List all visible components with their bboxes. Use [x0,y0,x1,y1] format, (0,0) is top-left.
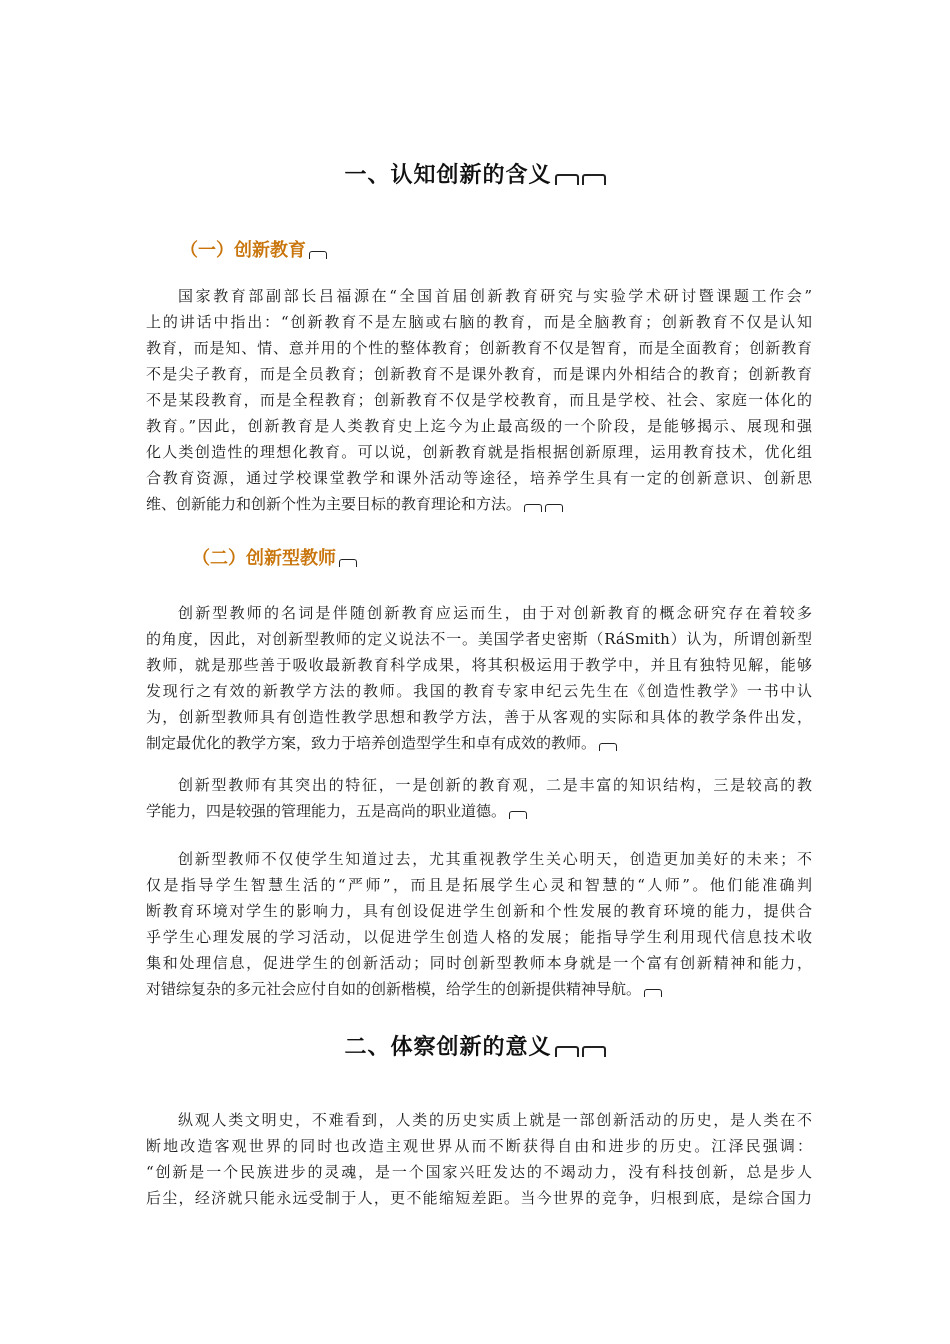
text-line: 制定最优化的教学方案，致力于培养创造型学生和卓有成效的教师。 [146,730,812,756]
subsection-heading-1: （一）创新教育 [180,236,327,262]
text-line: 的角度，因此，对创新型教师的定义说法不一。美国学者史密斯（RáSmith）认为，所谓创新型 [146,630,812,648]
text-line: “创新是一个民族进步的灵魂，是一个国家兴旺发达的不竭动力，没有科技创新，总是步人 [146,1163,812,1181]
subsection-heading-2: （二）创新型教师 [192,544,357,570]
text-line: 合教育资源，通过学校课堂教学和课外活动等途径，培养学生具有一定的创新意识、创新思 [146,469,812,487]
text-line: 为，创新型教师具有创造性教学思想和教学方法，善于从客观的实际和具体的教学条件出发， [146,708,812,726]
paragraph-mark-icon [339,559,357,567]
paragraph-mark-icon [309,251,327,259]
section-heading-1: 一、认知创新的含义 [0,158,950,189]
text-line: 集和处理信息，促进学生的创新活动；同时创新型教师本身就是一个富有创新精神和能力， [146,954,812,972]
text-line: 创新型教师不仅使学生知道过去，尤其重视教学生关心明天，创造更加美好的未来；不 [178,850,812,868]
text-line: 对错综复杂的多元社会应付自如的创新楷模，给学生的创新提供精神导航。 [146,976,812,1002]
text-line: 上的讲话中指出：“创新教育不是左脑或右脑的教育，而是全脑教育；创新教育不仅是认知 [146,313,812,331]
paragraph-mark-icon [582,174,606,185]
text-line: 断地改造客观世界的同时也改造主观世界从而不断获得自由和进步的历史。江泽民强调： [146,1137,812,1155]
paragraph-mark-icon [509,811,527,819]
text-line: 国家教育部副部长吕福源在“全国首届创新教育研究与实验学术研讨暨课题工作会” [178,287,812,305]
text-line: 不是尖子教育，而是全员教育；创新教育不是课外教育，而是课内外相结合的教育；创新教育 [146,365,812,383]
paragraph-mark-icon [555,1046,579,1057]
section-heading-2: 二、体察创新的意义 [0,1030,950,1061]
paragraph-mark-icon [599,743,617,751]
text-line: 后尘，经济就只能永远受制于人，更不能缩短差距。当今世界的竞争，归根到底，是综合国力 [146,1189,812,1207]
text-line: 教师，就是那些善于吸收最新教育科学成果，将其积极运用于教学中，并且有独特见解，能够 [146,656,812,674]
text-line: 乎学生心理发展的学习活动，以促进学生创造人格的发展；能指导学生利用现代信息技术收 [146,928,812,946]
text-line: 纵观人类文明史，不难看到，人类的历史实质上就是一部创新活动的历史，是人类在不 [178,1111,812,1129]
text-line: 教育。”因此，创新教育是人类教育史上迄今为止最高级的一个阶段，是能够揭示、展现和强 [146,417,812,435]
paragraph-4 [146,846,812,1002]
paragraph-3 [146,772,812,824]
text-line: 学能力，四是较强的管理能力，五是高尚的职业道德。 [146,798,812,824]
paragraph-mark-icon [524,504,542,512]
text-line: 创新型教师有其突出的特征，一是创新的教育观，二是丰富的知识结构，三是较高的教 [178,776,812,794]
paragraph-2 [146,600,812,756]
paragraph-5 [146,1107,812,1211]
text-line: 化人类创造性的理想化教育。可以说，创新教育就是指根据创新原理，运用教育技术，优化组 [146,443,812,461]
paragraph-mark-icon [555,174,579,185]
text-line: 断教育环境对学生的影响力，具有创设促进学生创新和个性发展的教育环境的能力，提供合 [146,902,812,920]
text-line: 发现行之有效的新教学方法的教师。我国的教育专家申纪云先生在《创造性教学》一书中认 [146,682,812,700]
text-line: 维、创新能力和创新个性为主要目标的教育理论和方法。 [146,491,812,517]
text-line: 创新型教师的名词是伴随创新教育应运而生，由于对创新教育的概念研究存在着较多 [178,604,812,622]
text-line: 不是某段教育，而是全程教育；创新教育不仅是学校教育，而且是学校、社会、家庭一体化的 [146,391,812,409]
paragraph-mark-icon [545,504,563,512]
paragraph-1 [146,283,812,517]
paragraph-mark-icon [582,1046,606,1057]
text-line: 教育，而是知、情、意并用的个性的整体教育；创新教育不仅是智育，而是全面教育；创新教育 [146,339,812,357]
paragraph-mark-icon [644,989,662,997]
text-line: 仅是指导学生智慧生活的“严师”，而且是拓展学生心灵和智慧的“人师”。他们能准确判 [146,876,812,894]
